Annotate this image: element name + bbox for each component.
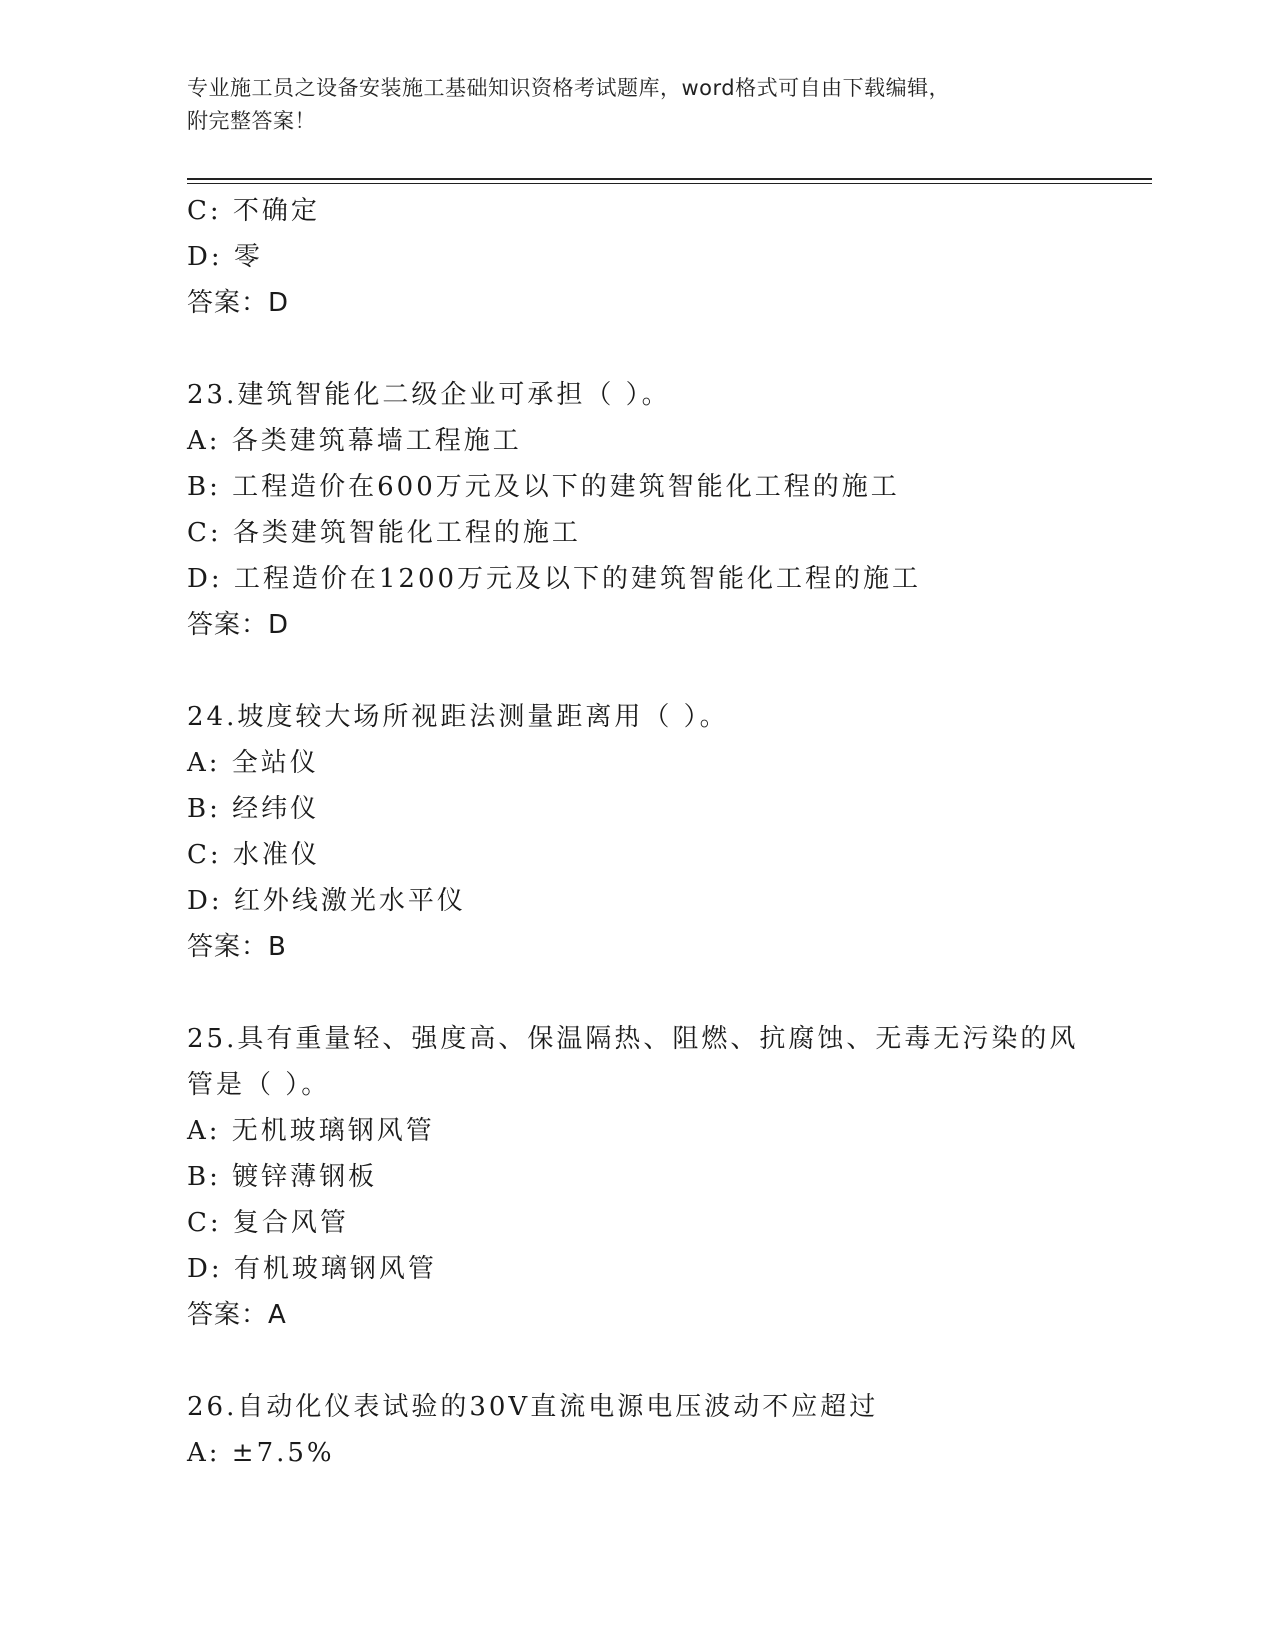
- option-line: D: 红外线激光水平仪: [187, 886, 466, 916]
- answer-line: 答案：D: [187, 288, 290, 318]
- option-line: C: 不确定: [187, 196, 320, 226]
- question-list: [187, 188, 1147, 1476]
- spacer: [187, 648, 1147, 694]
- question-stem: 23.建筑智能化二级企业可承担（ ）。: [187, 380, 671, 410]
- option-line: C: 水准仪: [187, 840, 320, 870]
- spacer: [187, 326, 1147, 372]
- spacer: [187, 970, 1147, 1016]
- option-line: A: 无机玻璃钢风管: [187, 1116, 435, 1146]
- option-line: C: 各类建筑智能化工程的施工: [187, 518, 581, 548]
- option-line: C: 复合风管: [187, 1208, 349, 1238]
- option-line: A: 全站仪: [187, 748, 319, 778]
- spacer: [187, 1338, 1147, 1384]
- option-line: A: 各类建筑幕墙工程施工: [187, 426, 522, 456]
- option-line: D: 零: [187, 242, 263, 272]
- page-header: [187, 72, 1087, 138]
- header-rule-thick: [187, 178, 1152, 180]
- option-line: B: 经纬仪: [187, 794, 320, 824]
- question-stem: 26.自动化仪表试验的30V直流电源电压波动不应超过: [187, 1392, 879, 1422]
- answer-line: 答案：D: [187, 610, 290, 640]
- option-line: D: 工程造价在1200万元及以下的建筑智能化工程的施工: [187, 564, 922, 594]
- option-line: B: 工程造价在600万元及以下的建筑智能化工程的施工: [187, 472, 900, 502]
- header-rule-thin: [187, 183, 1152, 184]
- answer-line: 答案：A: [187, 1300, 287, 1330]
- option-line: B: 镀锌薄钢板: [187, 1162, 378, 1192]
- option-line: D: 有机玻璃钢风管: [187, 1254, 437, 1284]
- question-stem: 25.具有重量轻、强度高、保温隔热、阻燃、抗腐蚀、无毒无污染的风: [187, 1024, 1079, 1054]
- answer-line: 答案：B: [187, 932, 287, 962]
- header-line-1: 专业施工员之设备安装施工基础知识资格考试题库，word格式可自由下载编辑，: [187, 76, 951, 100]
- option-line: A: ±7.5%: [187, 1438, 335, 1468]
- header-line-2: 附完整答案！: [187, 109, 316, 133]
- question-stem: 24.坡度较大场所视距法测量距离用（ ）。: [187, 702, 729, 732]
- question-stem-continued: 管是（ ）。: [187, 1070, 331, 1100]
